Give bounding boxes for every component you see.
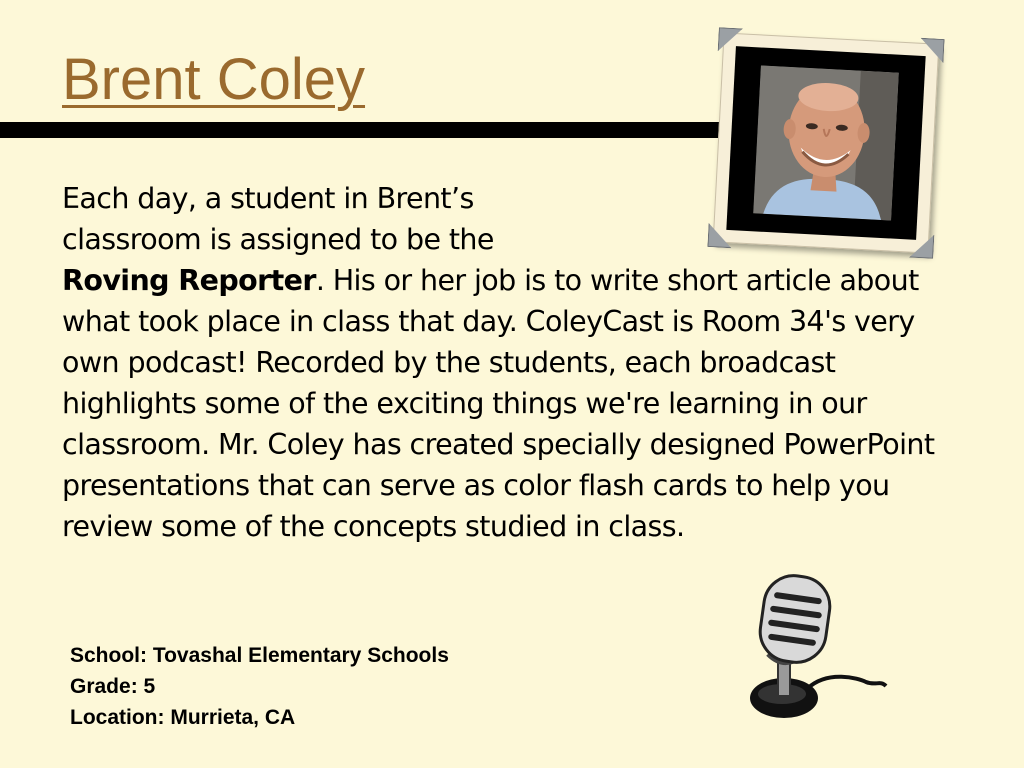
school-info — [70, 640, 449, 733]
body-line-1: Each day, a student in Brent’s — [62, 182, 474, 215]
title-divider — [0, 122, 760, 138]
body-line-2: classroom is assigned to be the — [62, 223, 494, 256]
roving-reporter-term: Roving Reporter — [62, 264, 316, 297]
body-remainder: . His or her job is to write short article about what took place in class that day. ColeyCast is Room 34's very own podcast! Recorded by the students, each broadcast highlights some of the exciting things we're learning in our classroom. Mr. Coley has created specially designed PowerPoint presentations that can serve as color flash cards to help you review some of the concepts studied in class. — [62, 264, 935, 543]
location-label: Location: Murrieta, CA — [70, 706, 296, 729]
grade-label: Grade: 5 — [70, 675, 156, 698]
page-title-link[interactable]: Brent Coley — [62, 47, 366, 112]
microphone-icon — [748, 570, 898, 730]
body-paragraph — [62, 178, 962, 547]
school-label: School: Tovashal Elementary Schools — [70, 644, 449, 667]
